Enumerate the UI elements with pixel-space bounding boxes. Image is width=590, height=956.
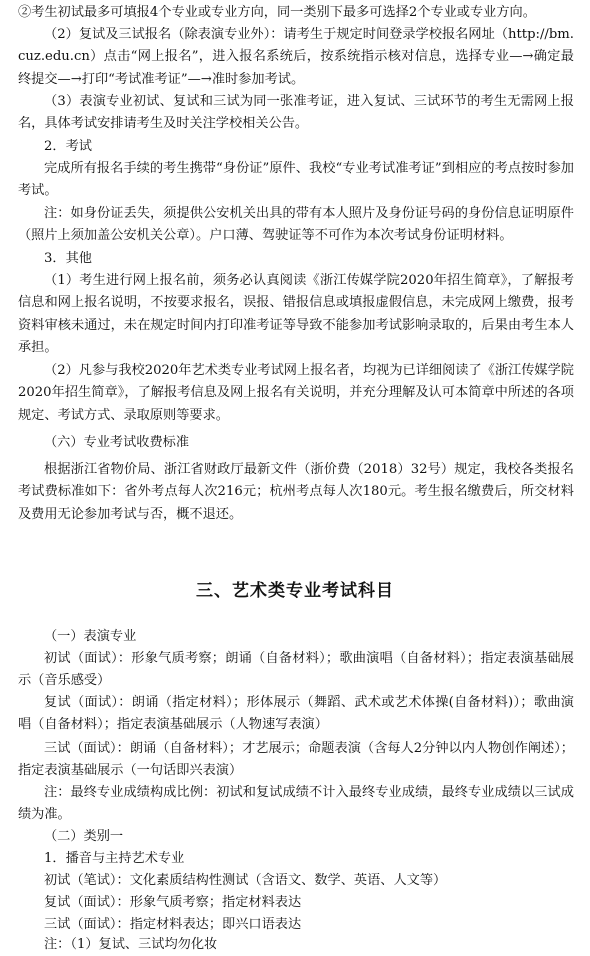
heading-other: 3．其他 <box>44 251 92 266</box>
paragraph-application-limit: ②考生初试最多可填报4个专业或专业方向，同一类别下最多可选择2个专业或专业方向。 <box>18 5 536 20</box>
paragraph-performance-score-note: 注：最终专业成绩构成比例：初试和复试成绩不计入最终专业成绩，最终专业成绩以三试成绩为准。 <box>18 785 574 823</box>
paragraph-other-2: （2）凡参与我校2020年艺术类专业考试网上报名者，均视为已详细阅读了《浙江传媒学院2020年招生简章》，了解报考信息及网上报名有关说明，并充分理解及认可本简章中所述的各项规定、考试方式、录取原则等要求。 <box>18 363 574 423</box>
heading-performance-major: （一）表演专业 <box>44 629 137 644</box>
paragraph-retest-registration: （2）复试及三试报名（除表演专业外）：请考生于规定时间登录学校报名网址（http://bm.cuz.edu.cn）点击“网上报名”，进入报名系统后，按系统指示核对信息，选择专业—→确定最终提交—→打印“考试准考证”—→准时参加考试。 <box>18 27 574 87</box>
paragraph-broadcasting-first-test: 初试（笔试）：文化素质结构性测试（含语文、数学、英语、人文等） <box>44 873 447 888</box>
paragraph-broadcasting-second-test: 复试（面试）：形象气质考察；指定材料表达 <box>44 895 302 910</box>
paragraph-exam-requirements: 完成所有报名手续的考生携带“身份证”原件、我校“专业考试准考证”到相应的考点按时参加考试。 <box>18 161 574 199</box>
heading-fee-standard: （六）专业考试收费标准 <box>44 435 190 450</box>
paragraph-performance-third-test: 三试（面试）：朗诵（自备材料）；才艺展示；命题表演（含每人2分钟以内人物创作阐述）；指定表演基础展示（一句话即兴表演） <box>18 741 574 779</box>
section-title: 三、艺术类专业考试科目 <box>196 581 394 601</box>
paragraph-fee-details: 根据浙江省物价局、浙江省财政厅最新文件（浙价费（2018）32号）规定，我校各类报名考试费标准如下：省外考点每人次216元；杭州考点每人次180元。考生报名缴费后，所交材料及费用无论参加考试与否，概不退还。 <box>18 462 574 522</box>
paragraph-broadcasting-note: 注：（1）复试、三试均勿化妆 <box>44 937 218 952</box>
heading-exam: 2．考试 <box>44 139 92 154</box>
heading-broadcasting-major: 1．播音与主持艺术专业 <box>44 851 185 866</box>
heading-category-one: （二）类别一 <box>44 829 124 844</box>
paragraph-performance-first-test: 初试（面试）：形象气质考察；朗诵（自备材料）；歌曲演唱（自备材料）；指定表演基础展示（音乐感受） <box>18 651 574 689</box>
paragraph-id-note: 注：如身份证丢失，须提供公安机关出具的带有本人照片及身份证号码的身份信息证明原件（照片上须加盖公安机关公章）。户口薄、驾驶证等不可作为本次考试身份证明材料。 <box>18 206 574 244</box>
paragraph-other-1: （1）考生进行网上报名前，须务必认真阅读《浙江传媒学院2020年招生简章》，了解报考信息和网上报名说明，不按要求报名，误报、错报信息或填报虚假信息，未完成网上缴费，报考资料审核未通过，未在规定时间内打印准考证等导致不能参加考试影响录取的，后果由考生本人承担。 <box>18 273 574 356</box>
paragraph-performance-admission: （3）表演专业初试、复试和三试为同一张准考证，进入复试、三试环节的考生无需网上报名，具体考试安排请考生及时关注学校相关公告。 <box>18 94 574 132</box>
paragraph-performance-second-test: 复试（面试）：朗诵（指定材料）；形体展示（舞蹈、武术或艺术体操(自备材料)）；歌曲演唱（自备材料）；指定表演基础展示（人物速写表演） <box>18 695 574 733</box>
paragraph-broadcasting-third-test: 三试（面试）：指定材料表达；即兴口语表达 <box>44 917 302 932</box>
